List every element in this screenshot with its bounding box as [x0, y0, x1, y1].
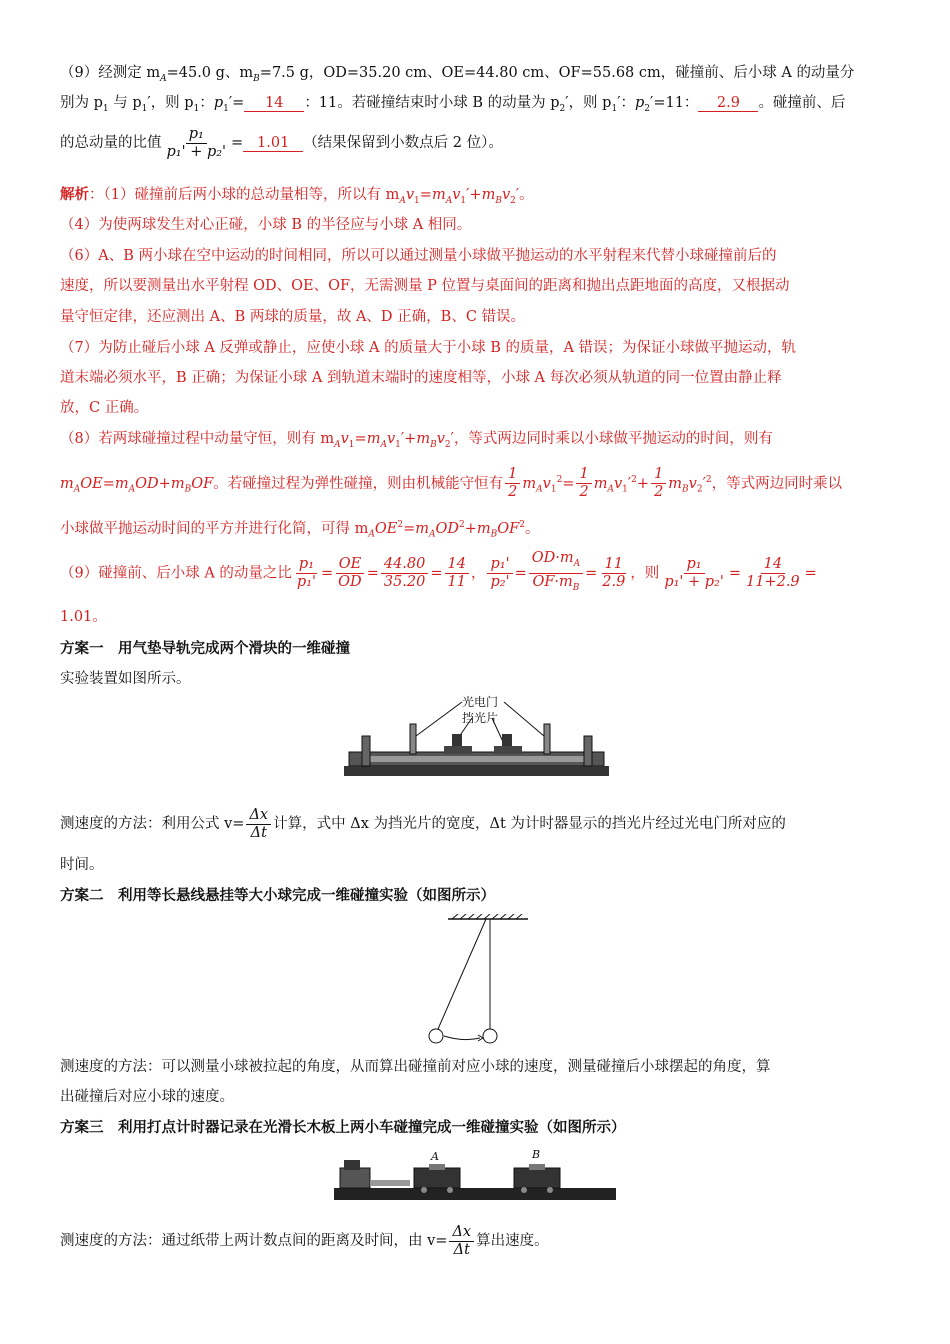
scheme2-speed-line-2: 出碰撞后对应小球的速度。 — [60, 1089, 234, 1105]
scheme3-speed-line: 测速度的方法：通过纸带上两计数点间的距离及时间，由 v= $\frac{\Delta x}{\Delta t}$ 算出速度。 — [60, 1223, 549, 1258]
cart-a-label: A — [431, 1150, 439, 1163]
q9-line-1: （9）经测定 $m_A=45.0$ g、$m_B=7.5$ g，OD=35.20 cm、OE=44.80 cm、OF=55.68 cm，碰撞前、后小球 A 的动量分 — [60, 65, 855, 84]
analysis-label: 解析 — [60, 187, 89, 203]
q9-line-3: 的总动量的比值 $\frac{\text{p₁}}{\text{p₁' + p₂'}}$ = 1.01 （结果保留到小数点后 2 位）。 — [60, 125, 503, 160]
scheme1-desc: 实验装置如图所示。 — [60, 671, 191, 687]
fig-label-photogate: 光电门 — [462, 695, 499, 709]
carts-figure — [334, 1146, 616, 1206]
analysis-6-line-2: 速度，所以要测量出水平射程 OD、OE、OF，无需测量 P 位置与桌面间的距离和抛出点距地面的高度，又根据动 — [60, 278, 790, 294]
analysis-9-line-1: （9）碰撞前、后小球 A 的动量之比 $\frac{\text{p₁}}{\text{p₁'}}$ = $\frac{OE}{OD}$ = $\frac{44.80}{35.20}$ = $\frac{14}{11}$ ， $\frac{\text{p₁'}}{\text{p₂'}}$ = $\frac{OD\cdot m_A}{OF\cdot m_B}$ = $\frac{11}{2.9}$ ，则 $\frac{\text{p₁}}{\text{p₁' + p₂'}}$ = $\frac{14}{11+2.9}$ = — [60, 550, 817, 593]
analysis-6-line-3: 量守恒定律，还应测出 A、B 两球的质量，故 A、D 正确，B、C 错误。 — [60, 309, 526, 325]
scheme1-speed-line-1: 测速度的方法：利用公式 v= $\frac{\Delta x}{\Delta t}$ 计算，式中 Δx 为挡光片的宽度，Δt 为计时器显示的挡光片经过光电门所对应的 — [60, 806, 786, 841]
analysis-6-line-1: （6）A、B 两小球在空中运动的时间相同，所以可以通过测量小球做平抛运动的水平射程来代替小球碰撞前后的 — [60, 248, 777, 264]
pendulum-figure — [428, 914, 538, 1044]
analysis-7-line-2: 道末端必须水平，B 正确；为保证小球 A 到轨道末端时的速度相等，小球 A 每次必须从轨道的同一位置由静止释 — [60, 370, 782, 386]
answer-blank-1: 14 — [244, 95, 304, 112]
analysis-7-line-3: 放，C 正确。 — [60, 400, 149, 416]
scheme1-title: 方案一 用气垫导轨完成两个滑块的一维碰撞 — [60, 641, 350, 657]
analysis-8-line-1: （8）若两球碰撞过程中动量守恒，则有 $m_Av_1=m_Av_1'+m_Bv_2'$，等式两边同时乘以小球做平抛运动的时间，则有 — [60, 431, 773, 450]
q9-line-2: 别为 $p_1$ 与 $p_1'$，则 $p_1$：$p_1'= 14$ ：11。若碰撞结束时小球 B 的动量为 $p_2'$，则 $p_1'$：$p_2'=11$： 2.9 。碰撞前、后 — [60, 95, 846, 114]
fig-label-shutter: 挡光片 — [462, 711, 499, 725]
analysis-7-line-1: （7）为防止碰后小球 A 反弹或静止，应使小球 A 的质量大于小球 B 的质量，A 错误；为保证小球做平抛运动，轨 — [60, 340, 797, 356]
answer-blank-3: 1.01 — [243, 135, 303, 152]
scheme1-speed-line-2: 时间。 — [60, 857, 104, 873]
air-track-figure — [344, 694, 609, 784]
ratio-fraction: $\frac{\text{p₁}}{\text{p₁' + p₂'}}$ — [166, 125, 227, 160]
analysis-1: 解析：（1）碰撞前后两小球的总动量相等，所以有 $m_Av_1=m_Av_1'+m_Bv_2'$。 — [60, 187, 534, 206]
analysis-8-line-3: 小球做平抛运动时间的平方并进行化简，可得 $m_AOE^2=m_AOD^2+m_BOF^2$。 — [60, 520, 540, 540]
scheme3-title: 方案三 利用打点计时器记录在光滑长木板上两小车碰撞完成一维碰撞实验（如图所示） — [60, 1120, 626, 1136]
analysis-8-line-2: $m_AOE=m_AOD+m_BOF$。若碰撞过程为弹性碰撞，则由机械能守恒有 $\frac{1}{2}$ $m_Av_1^2=$ $\frac{1}{2}$ $m_Av_1'^2+$ $\frac{1}{2}$ $m_Bv_2'^2$，等式两边同时乘以 — [60, 466, 843, 501]
answer-blank-2: 2.9 — [698, 95, 758, 112]
scheme2-speed-line-1: 测速度的方法：可以测量小球被拉起的角度，从而算出碰撞前对应小球的速度，测量碰撞后小球摆起的角度，算 — [60, 1059, 771, 1075]
analysis-9-line-2: 1.01。 — [60, 609, 107, 625]
analysis-4: （4）为使两球发生对心正碰，小球 B 的半径应与小球 A 相同。 — [60, 217, 472, 233]
cart-b-label: B — [532, 1148, 541, 1161]
scheme2-title: 方案二 利用等长悬线悬挂等大小球完成一维碰撞实验（如图所示） — [60, 888, 495, 904]
